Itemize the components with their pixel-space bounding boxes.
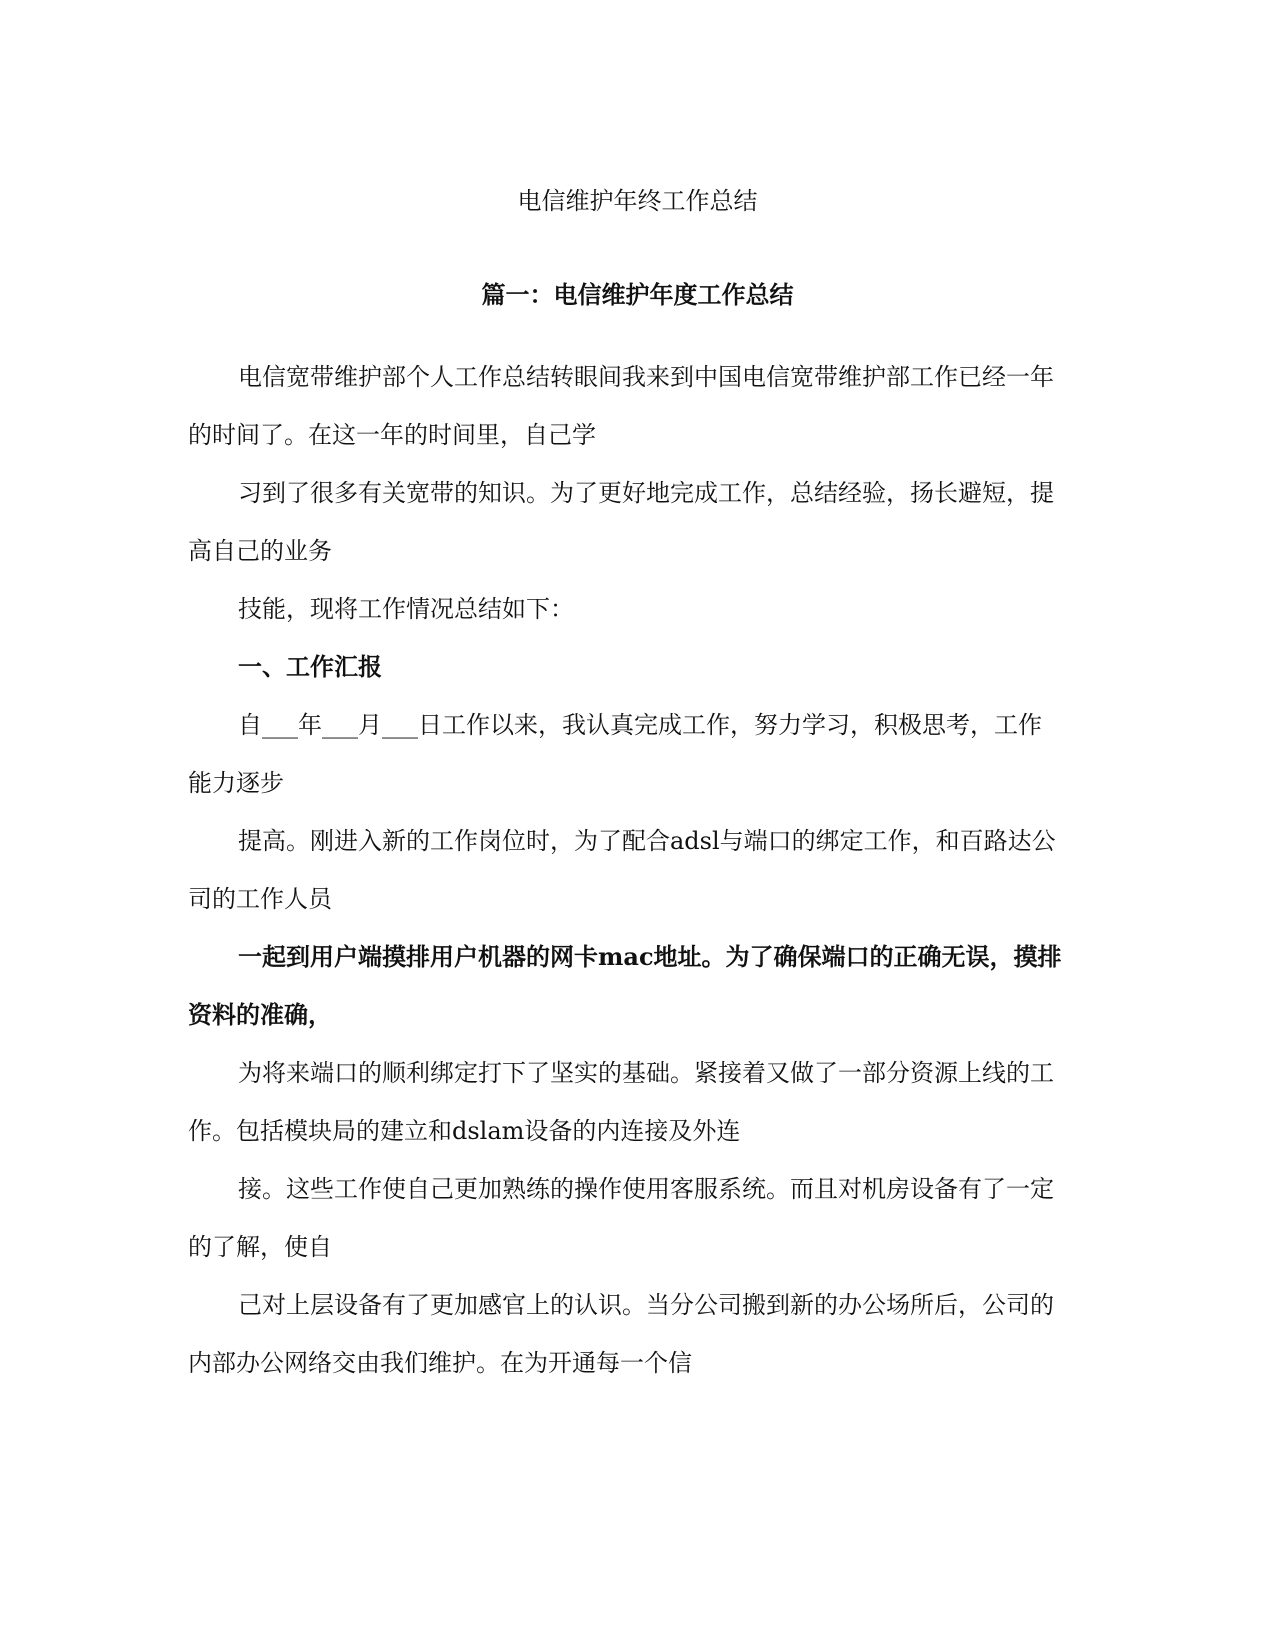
paragraph-line: 作。包括模块局的建立和dslam设备的内连接及外连 [188, 1117, 741, 1145]
paragraph-line: 的了解，使自 [188, 1233, 332, 1261]
paragraph [188, 812, 1088, 928]
paragraph-line: 司的工作人员 [188, 885, 332, 913]
paragraph [188, 1276, 1088, 1392]
paragraph-line: 的时间了。在这一年的时间里，自己学 [188, 421, 596, 449]
paragraph-line: 接。这些工作使自己更加熟练的操作使用客服系统。而且对机房设备有了一定 [238, 1175, 1054, 1203]
paragraph [188, 580, 1088, 638]
paragraph [188, 348, 1088, 464]
paragraph [188, 696, 1088, 812]
paragraph-line: 己对上层设备有了更加感官上的认识。当分公司搬到新的办公场所后，公司的 [238, 1291, 1054, 1319]
paragraph-line: 一起到用户端摸排用户机器的网卡mac地址。为了确保端口的正确无误，摸排 [238, 942, 1062, 971]
paragraph [188, 464, 1088, 580]
paragraph-line: 一、工作汇报 [238, 652, 382, 681]
bold-paragraph [188, 928, 1088, 1044]
paragraph-line: 资料的准确， [188, 1000, 332, 1029]
paragraph-line: 电信宽带维护部个人工作总结转眼间我来到中国电信宽带维护部工作已经一年 [238, 363, 1054, 391]
paragraph-line: 能力逐步 [188, 769, 284, 797]
bold-paragraph [188, 638, 1088, 696]
paragraph-line: 提高。刚进入新的工作岗位时，为了配合adsl与端口的绑定工作，和百路达公 [238, 827, 1056, 855]
document-body [188, 348, 1088, 1392]
paragraph-line: 习到了很多有关宽带的知识。为了更好地完成工作，总结经验，扬长避短，提 [238, 479, 1054, 507]
paragraph-line: 内部办公网络交由我们维护。在为开通每一个信 [188, 1349, 692, 1377]
section-heading: 篇一：电信维护年度工作总结 [481, 280, 794, 309]
paragraph-line: 高自己的业务 [188, 537, 332, 565]
paragraph [188, 1044, 1088, 1160]
paragraph-line: 技能，现将工作情况总结如下： [238, 595, 574, 623]
paragraph-line: 自___年___月___日工作以来，我认真完成工作，努力学习，积极思考，工作 [238, 711, 1042, 739]
paragraph-line: 为将来端口的顺利绑定打下了坚实的基础。紧接着又做了一部分资源上线的工 [238, 1059, 1054, 1087]
paragraph [188, 1160, 1088, 1276]
document-title: 电信维护年终工作总结 [517, 187, 758, 215]
